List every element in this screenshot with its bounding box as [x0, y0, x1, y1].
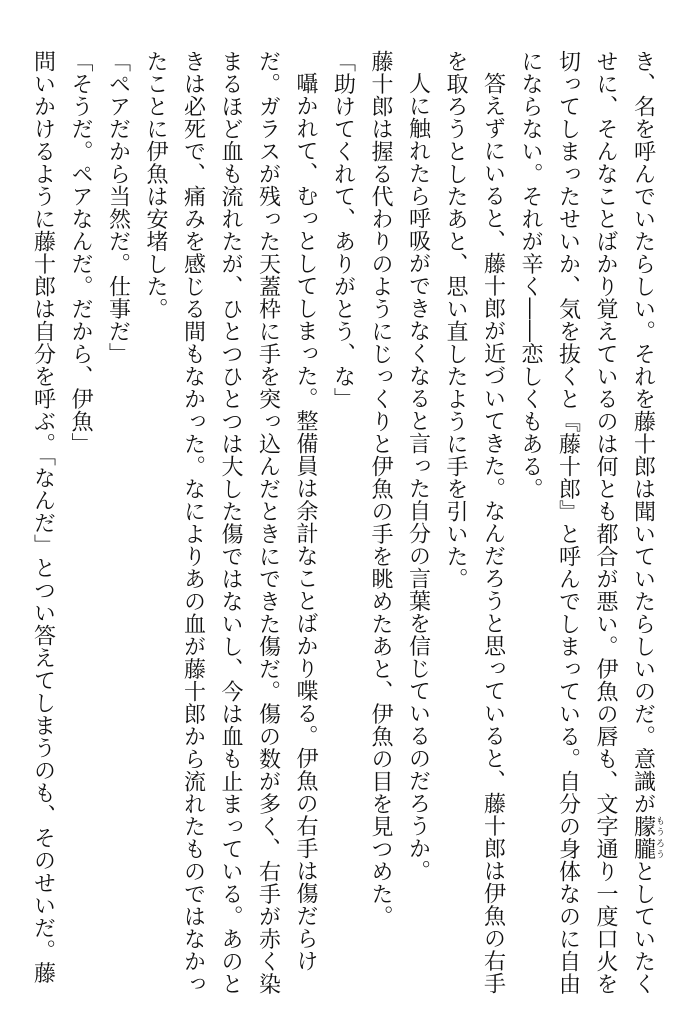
text-line-1-part-a: き、名を呼んでいたらしい。それを藤十郎は聞いていたらしいのだ。意識が [630, 50, 656, 815]
text-line-14: たことに伊魚は安堵した。 [143, 50, 168, 320]
ruby-base: 朦朧 [630, 815, 656, 860]
ruby-word [630, 815, 664, 860]
text-line-11: だ。ガラスが残った天蓋枠に手を突っ込んだときにできた傷だ。傷の数が多く、右手が赤く染 [255, 50, 281, 995]
text-line-1 [624, 50, 664, 995]
text-line-17: 問いかけるように藤十郎は自分を呼ぶ。「なんだ」とつい答えてしまうのも、そのせいだ。藤 [30, 50, 56, 984]
text-line-1-part-b: としていたく [630, 860, 656, 995]
text-line-2: せに、そんなことばかり覚えているのは何とも都合が悪い。伊魚の唇も、文字通り一度口火を [593, 50, 618, 995]
text-line-6: を取ろうとしたあと、思い直したように手を引いた。 [443, 50, 468, 590]
ruby-reading: もうろう [654, 815, 664, 860]
text-line-10: 囁かれて、むっとしてしまった。整備員は余計なことばかり喋る。伊魚の右手は傷だらけ [293, 72, 318, 972]
text-line-5: 答えずにいると、藤十郎が近づいてきた。なんだろうと思っていると、藤十郎は伊魚の右手 [480, 72, 506, 995]
text-line-15: 「ペアだから当然だ。仕事だ」 [105, 50, 131, 365]
text-line-7: 人に触れたら呼吸ができなくなると言った自分の言葉を信じているのだろうか。 [405, 72, 431, 882]
text-line-16: 「そうだ。ペアなんだ。だから、伊魚」 [68, 50, 93, 455]
text-line-9: 「助けてくれて、ありがとう、な」 [330, 50, 356, 410]
text-line-13: きは必死で、痛みを感じる間もなかった。なによりあの血が藤十郎から流れたものではなかっ [180, 50, 206, 995]
text-line-3: 切ってしまったせいか、気を抜くと『藤十郎』と呼んでしまっている。自分の身体なのに自由 [555, 50, 581, 995]
text-line-12: まるほど血も流れたが、ひとつひとつは大した傷ではないし、今は血も止まっている。あのと [218, 50, 243, 995]
vertical-text-block [24, 50, 664, 995]
text-line-4: にならない。それが辛く――恋しくもある。 [518, 50, 543, 500]
text-line-8: 藤十郎は握る代わりのようにじっくりと伊魚の手を眺めたあと、伊魚の目を見つめた。 [368, 50, 393, 928]
